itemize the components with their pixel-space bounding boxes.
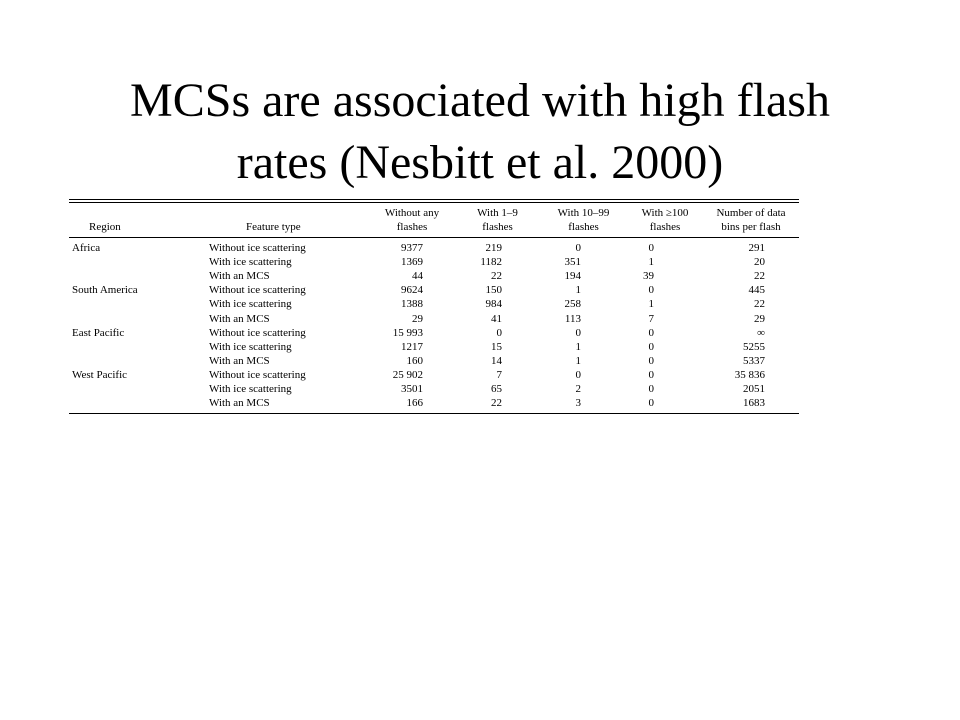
- cell-value: 150: [485, 284, 502, 297]
- cell-value: 39: [643, 270, 654, 283]
- header-bins-per-flash: Number of data bins per flash: [716, 207, 786, 233]
- cell-value: 0: [648, 397, 654, 410]
- cell-value: 14: [491, 354, 502, 367]
- cell-value: 3501: [401, 382, 423, 395]
- cell-value: 20: [754, 256, 765, 269]
- header-without-any-flashes: Without any flashes: [384, 207, 440, 233]
- table-bottom-rule: [69, 413, 799, 414]
- cell-value: 22: [754, 298, 765, 311]
- cell-feature-type: With ice scattering: [209, 340, 292, 353]
- table-row: [69, 354, 799, 368]
- flash-rate-table: [69, 199, 799, 414]
- cell-value: 29: [412, 312, 423, 325]
- slide-title: [0, 70, 960, 194]
- cell-value: 0: [648, 326, 654, 339]
- cell-value: 0: [575, 368, 581, 381]
- cell-value: 0: [575, 326, 581, 339]
- cell-value: 35 836: [734, 368, 765, 381]
- cell-feature-type: With an MCS: [209, 354, 270, 367]
- table-row: [69, 326, 799, 340]
- table-row: [69, 340, 799, 354]
- cell-region: Africa: [72, 242, 101, 255]
- cell-value: 3: [575, 397, 581, 410]
- cell-feature-type: With an MCS: [209, 312, 270, 325]
- header-with-10-99-flashes: With 10–99 flashes: [557, 207, 610, 233]
- table-row: [69, 382, 799, 396]
- cell-value: 25 902: [392, 368, 423, 381]
- cell-value: 0: [648, 284, 654, 297]
- cell-value: 65: [491, 382, 502, 395]
- table-header: [69, 203, 799, 238]
- slide-title-line2: rates (Nesbitt et al. 2000): [236, 136, 724, 189]
- cell-value: 0: [648, 354, 654, 367]
- cell-value: 219: [485, 242, 502, 255]
- cell-feature-type: With ice scattering: [209, 298, 292, 311]
- cell-value: 1182: [480, 256, 502, 269]
- cell-value: 984: [485, 298, 502, 311]
- header-feature-type: Feature type: [246, 221, 301, 233]
- cell-value: 194: [564, 270, 581, 283]
- cell-value: 0: [496, 326, 502, 339]
- cell-value: 1: [575, 340, 581, 353]
- table-body: [69, 238, 799, 413]
- cell-value: 1: [648, 256, 654, 269]
- cell-value: 5255: [743, 340, 765, 353]
- table-row: [69, 396, 799, 413]
- cell-value: 1369: [401, 256, 423, 269]
- cell-value: 7: [496, 368, 502, 381]
- cell-feature-type: Without ice scattering: [209, 326, 306, 339]
- cell-value: 29: [754, 312, 765, 325]
- cell-value: 258: [564, 298, 581, 311]
- cell-value: 113: [564, 312, 581, 325]
- cell-value: 445: [748, 284, 765, 297]
- table-row: [69, 311, 799, 325]
- cell-value: 0: [648, 242, 654, 255]
- cell-value: 22: [491, 270, 502, 283]
- cell-value: 1683: [743, 397, 765, 410]
- cell-region: [69, 382, 206, 396]
- cell-value: 1: [575, 354, 581, 367]
- header-region: Region: [89, 221, 121, 233]
- cell-feature-type: With ice scattering: [209, 256, 292, 269]
- cell-region: East Pacific: [72, 326, 125, 339]
- cell-value: 41: [491, 312, 502, 325]
- slide-title-line1: MCSs are associated with high flash: [130, 74, 830, 127]
- cell-value: 2051: [743, 382, 765, 395]
- cell-value: 9377: [401, 242, 423, 255]
- cell-region: [69, 340, 206, 354]
- cell-value: 166: [406, 397, 423, 410]
- cell-value: 1388: [401, 298, 423, 311]
- cell-value: 1217: [401, 340, 423, 353]
- table-row: [69, 283, 799, 297]
- data-table: [69, 203, 799, 413]
- cell-feature-type: With an MCS: [209, 397, 270, 410]
- cell-region: [69, 396, 206, 413]
- table-row: [69, 269, 799, 283]
- cell-region: [69, 311, 206, 325]
- cell-region: [69, 354, 206, 368]
- cell-value: 0: [648, 382, 654, 395]
- header-with-1-9-flashes: With 1–9 flashes: [477, 207, 518, 233]
- table-row: [69, 297, 799, 311]
- cell-value: 160: [406, 354, 423, 367]
- table-row: [69, 238, 799, 255]
- cell-value: 7: [648, 312, 654, 325]
- table-row: [69, 368, 799, 382]
- cell-region: [69, 297, 206, 311]
- cell-region: [69, 255, 206, 269]
- cell-value: 15: [491, 340, 502, 353]
- cell-value: 0: [648, 340, 654, 353]
- cell-value: 0: [575, 242, 581, 255]
- cell-value: 22: [491, 397, 502, 410]
- cell-value: 291: [748, 242, 765, 255]
- cell-feature-type: Without ice scattering: [209, 284, 306, 297]
- cell-feature-type: With ice scattering: [209, 382, 292, 395]
- cell-value: ∞: [757, 326, 765, 339]
- cell-value: 44: [412, 270, 423, 283]
- cell-feature-type: Without ice scattering: [209, 242, 306, 255]
- cell-region: [69, 269, 206, 283]
- cell-value: 9624: [401, 284, 423, 297]
- cell-value: 1: [648, 298, 654, 311]
- cell-value: 5337: [743, 354, 765, 367]
- header-with-100-plus-flashes: With ≥100 flashes: [641, 207, 689, 233]
- cell-region: South America: [72, 284, 138, 297]
- cell-feature-type: With an MCS: [209, 270, 270, 283]
- table-row: [69, 255, 799, 269]
- cell-value: 351: [564, 256, 581, 269]
- cell-value: 22: [754, 270, 765, 283]
- cell-value: 15 993: [392, 326, 423, 339]
- cell-value: 2: [575, 382, 581, 395]
- cell-region: West Pacific: [72, 368, 128, 381]
- cell-value: 0: [648, 368, 654, 381]
- cell-feature-type: Without ice scattering: [209, 368, 306, 381]
- cell-value: 1: [575, 284, 581, 297]
